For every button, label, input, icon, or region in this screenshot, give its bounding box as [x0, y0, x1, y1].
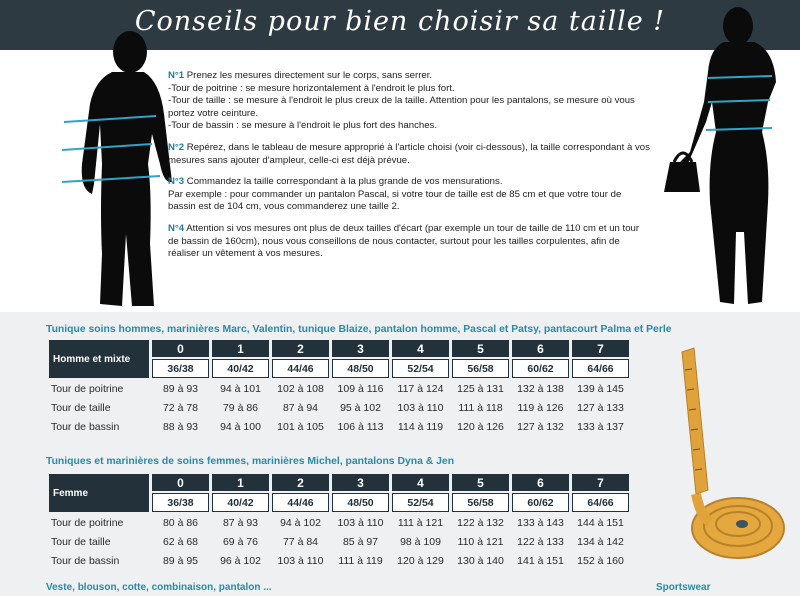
table-row — [49, 418, 629, 435]
table-cell: 120 à 129 — [397, 554, 444, 567]
table-cell: 95 à 102 — [340, 401, 381, 414]
table-row — [49, 380, 629, 397]
men-size-table — [46, 338, 632, 437]
instructions — [168, 70, 650, 270]
table-row — [49, 399, 629, 416]
table-cell: 119 à 126 — [517, 401, 564, 414]
size-number: 1 — [212, 474, 269, 491]
table-cell: 114 à 119 — [397, 420, 444, 433]
table-cell: 130 à 140 — [457, 554, 504, 567]
instruction-1: N°1 Prenez les mesures directement sur le corps, sans serrer. -Tour de poitrine : se mesure horizontalement à l'endroit le plus fort. -Tour de taille : se mesure à l'endroit le plus creux de la taille. Attention pour les pantalons, se mesure où vous portez votre ceinture. -Tour de bassin : se mesure à l'endroit le plus fort des hanches. — [168, 70, 635, 132]
size-number: 6 — [512, 474, 569, 491]
table-cell: 139 à 145 — [577, 382, 624, 395]
table-cell: 109 à 116 — [337, 382, 384, 395]
table-cell: 96 à 102 — [220, 554, 261, 567]
size-number: 5 — [452, 474, 509, 491]
row-label: Tour de poitrine — [51, 382, 124, 395]
size-number: 7 — [572, 474, 629, 491]
size-number: 4 — [392, 340, 449, 357]
instruction-3: N°3 Commandez la taille correspondant à la plus grande de vos mensurations. Par exemple : pour commander un pantalon Pascal, si votre tour de taille est de 85 cm et que votre tour de bassin est de 104 cm, vous commanderez une taille 2. — [168, 176, 622, 213]
table-cell: 103 à 110 — [337, 516, 384, 529]
table-cell: 94 à 100 — [220, 420, 261, 433]
table-cell: 94 à 101 — [220, 382, 261, 395]
size-range: 36/38 — [152, 359, 209, 378]
size-number: 5 — [452, 340, 509, 357]
table-cell: 103 à 110 — [277, 554, 324, 567]
table-cell: 80 à 86 — [162, 516, 199, 529]
table-cell: 152 à 160 — [577, 554, 624, 567]
table-cell: 106 à 113 — [337, 420, 384, 433]
row-label: Tour de taille — [51, 535, 111, 548]
table-cell: 111 à 121 — [397, 516, 444, 529]
table-row — [49, 514, 629, 531]
size-range: 44/46 — [272, 359, 329, 378]
instruction-num: N°2 — [168, 141, 185, 153]
table-cell: 127 à 132 — [517, 420, 564, 433]
male-silhouette-illustration — [60, 14, 180, 314]
table-cell: 132 à 138 — [517, 382, 564, 395]
size-range: 40/42 — [212, 359, 269, 378]
size-number: 0 — [152, 474, 209, 491]
table-cell: 79 à 86 — [222, 401, 259, 414]
table-cell: 125 à 131 — [457, 382, 504, 395]
size-range: 48/50 — [332, 359, 389, 378]
size-range: 44/46 — [272, 493, 329, 512]
row-label: Tour de poitrine — [51, 516, 124, 529]
table-cell: 122 à 133 — [517, 535, 564, 548]
size-header-row — [49, 340, 629, 357]
size-number: 6 — [512, 340, 569, 357]
size-range: 52/54 — [392, 493, 449, 512]
table-cell: 69 à 76 — [222, 535, 259, 548]
women-size-table — [46, 472, 632, 571]
page-title: Conseils pour bien choisir sa taille ! — [134, 6, 666, 37]
measuring-tape-illustration — [650, 340, 800, 580]
table-label: Femme — [49, 474, 149, 512]
instruction-2: N°2 Repérez, dans le tableau de mesure approprié à l'article choisi (voir ci-dessous), la taille correspondant à vos mesures sans ajouter d'ampleur, celle-ci est déjà prévue. — [168, 141, 650, 166]
instruction-num: N°1 — [168, 70, 185, 81]
women-table-title: Tuniques et marinières de soins femmes, marinières Michel, pantalons Dyna & Jen — [46, 456, 455, 467]
table-cell: 144 à 151 — [577, 516, 624, 529]
size-number: 4 — [392, 474, 449, 491]
table-cell: 127 à 133 — [577, 401, 624, 414]
size-range: 56/58 — [452, 493, 509, 512]
table-cell: 133 à 143 — [517, 516, 564, 529]
table-label: Homme et mixte — [49, 340, 149, 378]
size-range: 60/62 — [512, 359, 569, 378]
size-number: 0 — [152, 340, 209, 357]
footer-category-right: Sportswear — [656, 582, 711, 593]
size-header-row — [49, 474, 629, 491]
table-cell: 87 à 93 — [222, 516, 259, 529]
female-silhouette-illustration — [650, 2, 800, 312]
size-range: 64/66 — [572, 493, 629, 512]
size-range: 36/38 — [152, 493, 209, 512]
table-cell: 98 à 109 — [400, 535, 441, 548]
row-label: Tour de bassin — [51, 554, 120, 567]
table-cell: 87 à 94 — [282, 401, 319, 414]
table-cell: 117 à 124 — [397, 382, 444, 395]
size-range: 52/54 — [392, 359, 449, 378]
table-cell: 85 à 97 — [342, 535, 379, 548]
size-number: 3 — [332, 340, 389, 357]
table-cell: 133 à 137 — [577, 420, 624, 433]
table-row — [49, 552, 629, 569]
table-cell: 111 à 119 — [338, 554, 383, 567]
size-number: 3 — [332, 474, 389, 491]
table-cell: 62 à 68 — [162, 535, 199, 548]
table-cell: 88 à 93 — [162, 420, 199, 433]
table-row — [49, 533, 629, 550]
size-number: 7 — [572, 340, 629, 357]
table-cell: 77 à 84 — [282, 535, 319, 548]
size-range: 48/50 — [332, 493, 389, 512]
size-number: 2 — [272, 340, 329, 357]
size-number: 2 — [272, 474, 329, 491]
table-cell: 134 à 142 — [577, 535, 624, 548]
table-cell: 110 à 121 — [457, 535, 504, 548]
size-range: 60/62 — [512, 493, 569, 512]
footer-category-left: Veste, blouson, cotte, combinaison, pantalon ... — [46, 582, 272, 593]
size-range: 40/42 — [212, 493, 269, 512]
size-number: 1 — [212, 340, 269, 357]
table-cell: 94 à 102 — [280, 516, 321, 529]
row-label: Tour de taille — [51, 401, 111, 414]
table-cell: 111 à 118 — [458, 401, 503, 414]
table-cell: 141 à 151 — [517, 554, 564, 567]
men-table-title: Tunique soins hommes, marinières Marc, Valentin, tunique Blaize, pantalon homme, Pascal et Patsy, pantacourt Palma et Perle — [46, 324, 672, 335]
instruction-4: N°4 Attention si vos mesures ont plus de deux tailles d'écart (par exemple un tour de taille de 110 cm et un tour de bassin de 160cm), nous vous conseillons de nous contacter, surtout pour les tailles corpulentes, afin de réaliser un vêtement à vos mesures. — [168, 222, 640, 260]
size-range: 64/66 — [572, 359, 629, 378]
size-range: 56/58 — [452, 359, 509, 378]
table-cell: 72 à 78 — [162, 401, 199, 414]
table-cell: 102 à 108 — [277, 382, 324, 395]
row-label: Tour de bassin — [51, 420, 120, 433]
table-cell: 122 à 132 — [457, 516, 504, 529]
instruction-num: N°4 — [168, 222, 185, 234]
table-cell: 89 à 95 — [162, 554, 199, 567]
table-cell: 89 à 93 — [162, 382, 199, 395]
table-cell: 103 à 110 — [397, 401, 444, 414]
instruction-num: N°3 — [168, 176, 185, 188]
table-cell: 101 à 105 — [277, 420, 324, 433]
table-cell: 120 à 126 — [457, 420, 504, 433]
